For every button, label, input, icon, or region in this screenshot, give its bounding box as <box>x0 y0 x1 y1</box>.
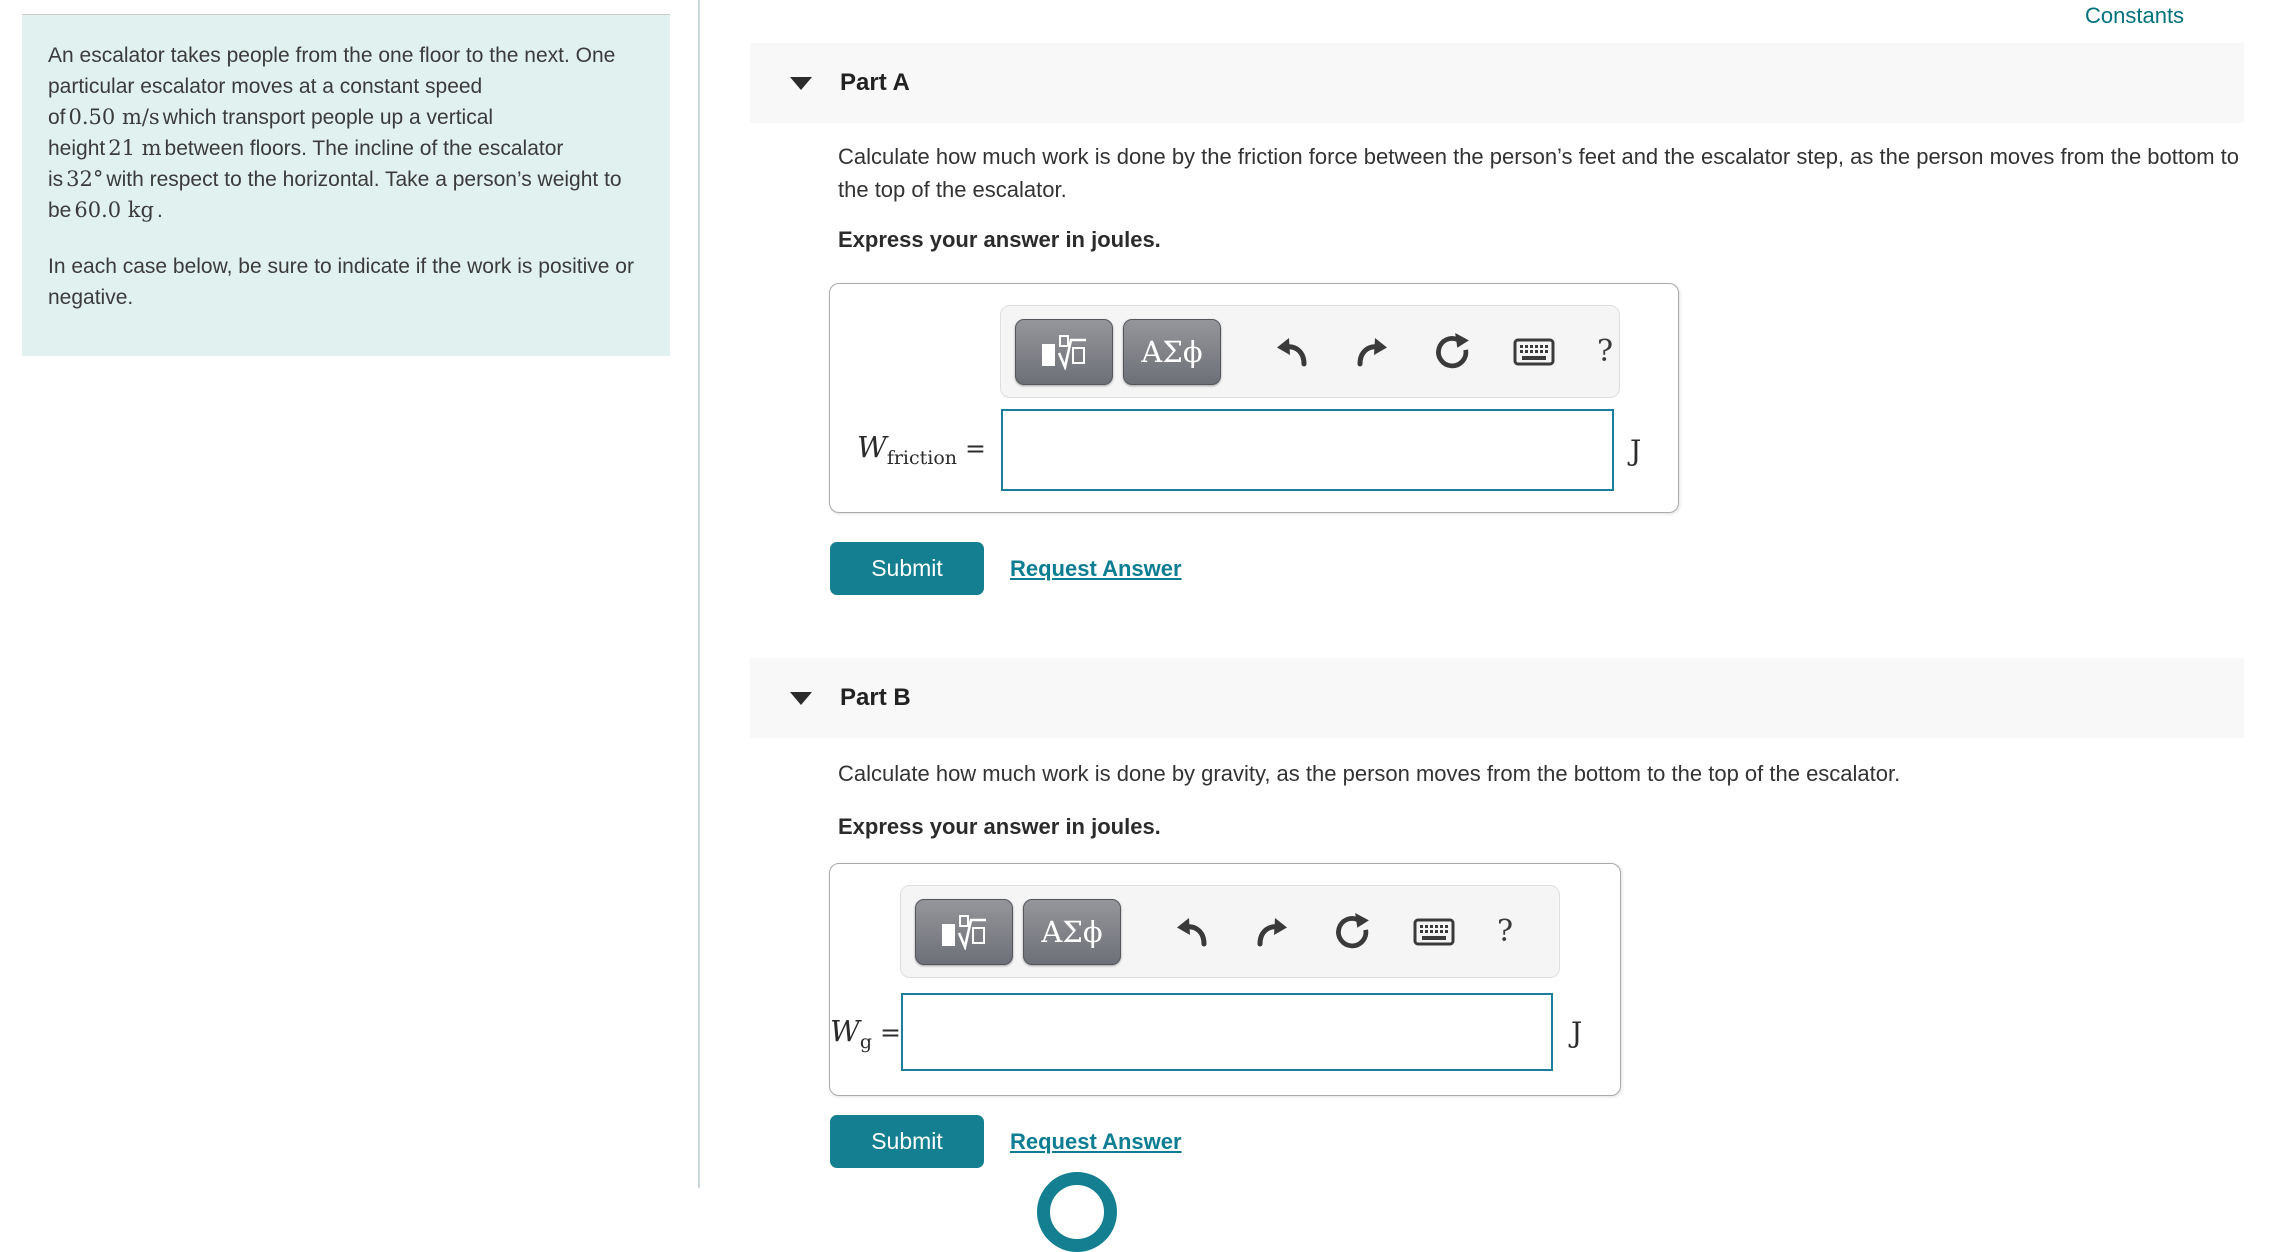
part-b-header[interactable] <box>750 658 2244 738</box>
equation-toolbar <box>900 885 1560 978</box>
part-a-title: Part A <box>840 69 910 96</box>
sqrt-template-icon <box>1040 334 1088 370</box>
part-a-unit-label: J <box>1630 434 1642 467</box>
part-a-answer-box <box>829 283 1679 513</box>
problem-text: An escalator takes people from the one floor to the next. One particular escalator moves at a constant speed of <box>48 44 616 129</box>
problem-text: . <box>156 199 163 222</box>
part-a-submit-button[interactable]: Submit <box>830 542 984 595</box>
part-b-title: Part B <box>840 684 911 711</box>
part-b-variable-label <box>830 1014 901 1053</box>
help-button[interactable]: ? <box>1497 914 1514 949</box>
part-a-question: Calculate how much work is done by the friction force between the person’s feet and the escalator step, as the person moves from the bottom to the top of the escalator. <box>838 144 2240 202</box>
problem-text: which transport people up a vertical height <box>48 106 494 160</box>
keyboard-icon[interactable] <box>1413 917 1455 947</box>
part-b-answer-input[interactable] <box>901 993 1553 1071</box>
math-mass-value: 60.0 kg <box>74 198 154 222</box>
reset-icon[interactable] <box>1433 333 1471 371</box>
reset-icon[interactable] <box>1333 913 1371 951</box>
part-a-express-instruction: Express your answer in joules. <box>838 227 1161 252</box>
redo-icon[interactable] <box>1253 914 1291 950</box>
variable-subscript: g <box>859 1030 872 1053</box>
part-b-unit-label: J <box>1571 1016 1583 1049</box>
math-template-button[interactable] <box>915 899 1013 965</box>
part-b-question: Calculate how much work is done by gravity, as the person moves from the bottom to the top of the escalator. <box>838 761 1901 786</box>
variable-subscript: friction <box>886 446 958 469</box>
part-a-request-answer-link[interactable]: Request Answer <box>1010 556 1182 581</box>
undo-icon[interactable] <box>1173 914 1211 950</box>
constants-link[interactable]: Constants <box>2085 3 2185 28</box>
greek-symbols-button[interactable]: ΑΣϕ <box>1123 319 1221 385</box>
equation-toolbar <box>1000 305 1620 398</box>
help-button[interactable]: ? <box>1597 334 1614 369</box>
part-b-express-instruction: Express your answer in joules. <box>838 814 1161 839</box>
problem-paragraph-1 <box>48 40 648 226</box>
sqrt-template-icon <box>940 914 988 950</box>
math-height-value: 21 m <box>108 136 162 160</box>
greek-symbols-button[interactable]: ΑΣϕ <box>1023 899 1121 965</box>
part-b-request-answer-link[interactable]: Request Answer <box>1010 1129 1182 1154</box>
math-angle-value: 32° <box>66 167 104 191</box>
math-template-button[interactable] <box>1015 319 1113 385</box>
equals-sign: = <box>879 1018 901 1047</box>
part-a-variable-label <box>840 430 986 469</box>
part-a-answer-input[interactable] <box>1001 409 1614 491</box>
vertical-divider <box>698 0 700 1188</box>
math-speed-value: 0.50 m/s <box>68 105 160 129</box>
part-b-submit-button[interactable]: Submit <box>830 1115 984 1168</box>
equals-sign: = <box>965 434 986 463</box>
problem-paragraph-2: In each case below, be sure to indicate if the work is positive or negative. <box>48 255 634 309</box>
cutoff-circle-icon <box>1037 1172 1117 1252</box>
problem-text: with respect to the horizontal. Take a person’s weight to be <box>48 168 622 222</box>
problem-statement-card <box>22 14 670 356</box>
collapse-triangle-icon[interactable] <box>790 77 812 90</box>
part-b-answer-box <box>829 863 1621 1096</box>
variable-symbol: W <box>857 430 887 464</box>
collapse-triangle-icon[interactable] <box>790 692 812 705</box>
undo-icon[interactable] <box>1273 334 1311 370</box>
problem-text: between floors. The incline of the escalator is <box>48 137 564 191</box>
keyboard-icon[interactable] <box>1513 337 1555 367</box>
redo-icon[interactable] <box>1353 334 1391 370</box>
variable-symbol: W <box>830 1014 860 1048</box>
part-a-header[interactable] <box>750 43 2244 123</box>
